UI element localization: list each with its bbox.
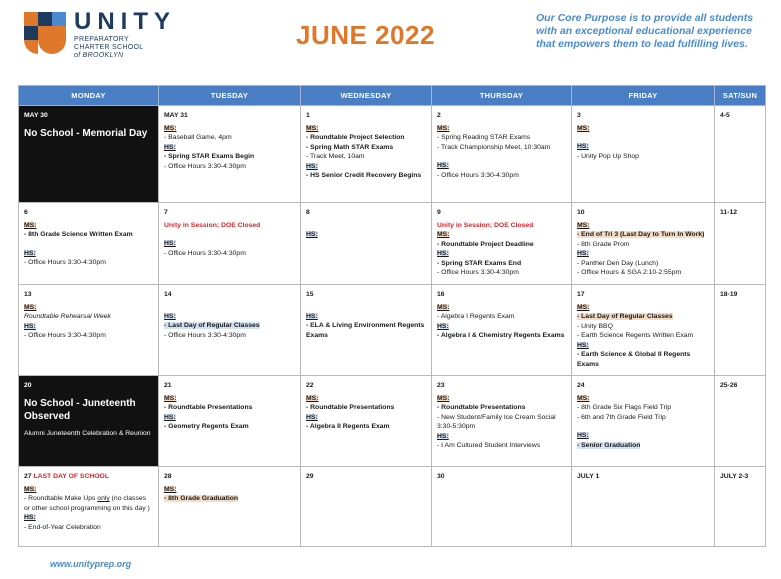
event-item: - Track Meet, 10am: [306, 153, 365, 160]
event-item: - HS Senior Credit Recovery Begins: [306, 172, 422, 179]
weekday-header-row: [19, 86, 766, 106]
brand-line-2: CHARTER SCHOOL: [74, 44, 144, 51]
last-day-note: LAST DAY OF SCHOOL: [33, 473, 109, 480]
week-row: [19, 376, 766, 467]
event-item: - Spring Reading STAR Exams: [437, 134, 531, 141]
hs-label: HS:: [577, 341, 589, 349]
event-item: - Spring Math STAR Exams: [306, 143, 394, 151]
day-number: 17: [577, 291, 585, 298]
event-item: - Unity BBQ: [577, 322, 613, 330]
day-cell: [572, 376, 715, 467]
day-cell: [572, 467, 715, 547]
event-item: - Last Day of Regular Classes: [577, 313, 673, 320]
day-cell: [301, 376, 432, 467]
ms-label: MS:: [24, 303, 37, 311]
event-item: - 6th and 7th Grade Field Trip: [577, 413, 666, 421]
hs-label: HS:: [24, 514, 36, 521]
event-item: - Earth Science & Global II Regents Exams: [577, 351, 691, 368]
day-cell: [159, 376, 301, 467]
hs-label: HS:: [306, 413, 318, 421]
ms-label: MS:: [577, 124, 590, 132]
unity-logo-icon: [24, 12, 68, 56]
event-item: Alumni Juneteenth Celebration & Reunion: [24, 429, 151, 437]
day-number: 14: [164, 291, 172, 298]
weekend-cell: [715, 467, 766, 547]
week-row: [19, 106, 766, 203]
weekend-cell: [715, 106, 766, 203]
day-cell: [572, 285, 715, 376]
week-row: [19, 285, 766, 376]
day-number: 18-19: [720, 291, 738, 298]
col-header-tuesday: TUESDAY: [159, 86, 301, 106]
day-cell: [19, 376, 159, 467]
ms-label: MS:: [437, 124, 450, 132]
day-cell: [301, 203, 432, 285]
day-cell: [301, 285, 432, 376]
event-item: - Track Championship Meet, 10:30am: [437, 143, 551, 151]
day-number: 30: [437, 473, 445, 480]
hs-label: HS:: [437, 162, 449, 169]
ms-label: MS:: [437, 303, 450, 311]
hs-label: HS:: [577, 432, 589, 439]
ms-label: MS:: [437, 394, 450, 402]
event-item: Roundtable Rehearsal Week: [24, 313, 111, 320]
event-item: - Office Hours 3:30-4:30pm: [164, 249, 246, 257]
day-number: 28: [164, 473, 172, 480]
hs-label: HS:: [164, 143, 176, 151]
day-cell: [159, 106, 301, 203]
day-number: 1: [306, 112, 310, 119]
ms-label: MS:: [577, 394, 590, 402]
day-number: 13: [24, 291, 32, 298]
event-item: - I Am Cultured Student Interviews: [437, 442, 541, 449]
hs-label: HS:: [24, 322, 36, 330]
event-item: - Panther Den Day (Lunch): [577, 259, 659, 267]
col-header-monday: MONDAY: [19, 86, 159, 106]
col-header-friday: FRIDAY: [572, 86, 715, 106]
day-cell: [19, 106, 159, 203]
ms-label: MS:: [24, 221, 37, 229]
week-row: [19, 467, 766, 547]
event-item: - Roundtable Presentations: [437, 404, 526, 411]
event-item: - Geometry Regents Exam: [164, 423, 249, 430]
ms-label: MS:: [164, 124, 177, 132]
event-item: - End-of-Year Celebration: [24, 523, 101, 531]
event-item: - Unity Pop Up Shop: [577, 152, 639, 160]
hs-label: HS:: [306, 162, 318, 170]
day-cell: [159, 467, 301, 547]
day-number: 16: [437, 291, 445, 298]
day-number: 23: [437, 382, 445, 389]
hs-label: HS:: [164, 413, 176, 421]
col-header-thursday: THURSDAY: [432, 86, 572, 106]
event-item: - 8th Grade Six Flags Field Trip: [577, 404, 672, 411]
event-item: - Office Hours 3:30-4:30pm: [24, 259, 106, 266]
hs-label: HS:: [24, 249, 36, 257]
event-item: - Last Day of Regular Classes: [164, 322, 260, 329]
day-cell: [19, 285, 159, 376]
page-header: [0, 0, 781, 84]
day-number: 20: [24, 382, 32, 389]
ms-label: MS:: [437, 231, 450, 238]
hs-label: HS:: [577, 250, 589, 257]
hs-label: HS:: [306, 312, 318, 320]
day-number: 27: [24, 473, 32, 480]
calendar-table: [18, 85, 766, 547]
ms-label: MS:: [164, 485, 177, 493]
weekend-cell: [715, 203, 766, 285]
day-number: 11-12: [720, 209, 738, 216]
day-number: 6: [24, 209, 28, 216]
day-cell: [432, 467, 572, 547]
day-number: 15: [306, 291, 314, 298]
day-number: 4-5: [720, 112, 730, 119]
event-item: - Algebra I Regents Exam: [437, 313, 515, 320]
day-cell: [301, 467, 432, 547]
event-item: - Office Hours 3:30-4:30pm: [164, 331, 246, 339]
ms-label: MS:: [306, 124, 319, 132]
event-item: - Office Hours 3:30-4:30pm: [24, 332, 106, 339]
day-number: 10: [577, 209, 585, 216]
day-cell: [19, 467, 159, 547]
day-number: JULY 2-3: [720, 473, 749, 480]
hs-label: HS:: [164, 240, 176, 247]
day-cell: [301, 106, 432, 203]
ms-label: MS:: [577, 303, 590, 311]
week-row: [19, 203, 766, 285]
event-item: - Roundtable Presentations: [306, 404, 395, 411]
event-item: - Roundtable Project Deadline: [437, 240, 534, 248]
event-item: - Baseball Game, 4pm: [164, 134, 232, 141]
event-item: - 8th Grade Graduation: [164, 495, 239, 502]
doe-closed-note: Unity in Session; DOE Closed: [437, 221, 534, 229]
event-item: - Office Hours 3:30-4:30pm: [437, 171, 519, 179]
event-item: - 8th Grade Science Written Exam: [24, 231, 133, 238]
hs-label: HS:: [437, 250, 449, 257]
day-number: 2: [437, 112, 441, 119]
hs-label: HS:: [164, 312, 176, 320]
hs-label: HS:: [306, 230, 318, 238]
day-number: JULY 1: [577, 473, 600, 480]
ms-label: MS:: [306, 394, 319, 402]
day-cell: [572, 106, 715, 203]
event-item: - Roundtable Presentations: [164, 404, 253, 411]
page-title: JUNE 2022: [296, 20, 435, 50]
day-number: 25-26: [720, 382, 738, 389]
event-item: - Earth Science Regents Written Exam: [577, 332, 694, 339]
event-item: - Office Hours 3:30-4:30pm: [164, 162, 246, 170]
day-number: 9: [437, 209, 441, 216]
event-item: - Office Hours & SGA 2:10-2:55pm: [577, 269, 682, 276]
day-cell: [19, 203, 159, 285]
day-cell: [432, 203, 572, 285]
brand-name: UNITY: [74, 8, 176, 35]
event-item: - Senior Graduation: [577, 441, 641, 449]
brand-line-3: of BROOKLYN: [74, 52, 124, 59]
day-number: 21: [164, 382, 172, 389]
event-item: - Spring STAR Exams End: [437, 259, 522, 267]
day-cell: [432, 106, 572, 203]
day-cell: [572, 203, 715, 285]
day-number: 29: [306, 473, 314, 480]
hs-label: HS:: [437, 432, 449, 440]
event-item: - Office Hours 3:30-4:30pm: [437, 269, 519, 276]
core-purpose-text: Our Core Purpose is to provide all students with an exceptional educational experience that empowers them to lead fulfilling lives.: [536, 12, 754, 50]
day-number: 22: [306, 382, 314, 389]
day-number: 3: [577, 112, 581, 119]
day-cell: [432, 285, 572, 376]
hs-label: HS:: [577, 143, 589, 150]
ms-label: MS:: [24, 485, 37, 493]
event-item: - ELA & Living Environment Regents Exams: [306, 322, 425, 339]
day-cell: [159, 203, 301, 285]
day-number: MAY 30: [24, 112, 48, 119]
event-item: - New Student/Family Ice Cream Social 3:30-5:30pm: [437, 413, 556, 430]
event-item: - 8th Grade Prom: [577, 240, 630, 248]
day-cell: [159, 285, 301, 376]
event-item: - Roundtable Project Selection: [306, 134, 405, 141]
day-number: 24: [577, 382, 585, 389]
day-number: MAY 31: [164, 112, 188, 119]
holiday-label: No School - Juneteenth Observed: [24, 397, 136, 422]
hs-label: HS:: [437, 322, 449, 330]
ms-label: MS:: [164, 394, 177, 402]
event-item: - End of Tri 3 (Last Day to Turn In Work): [577, 231, 705, 238]
event-item: - Algebra I & Chemistry Regents Exams: [437, 332, 565, 339]
day-number: 8: [306, 209, 310, 216]
day-cell: [432, 376, 572, 467]
school-name: [74, 10, 176, 60]
event-item: - Roundtable Make Ups only (no classes or other school programming on this day ): [24, 495, 150, 512]
weekend-cell: [715, 285, 766, 376]
holiday-label: No School - Memorial Day: [24, 127, 148, 139]
event-item: - Algebra II Regents Exam: [306, 423, 390, 430]
col-header-wednesday: WEDNESDAY: [301, 86, 432, 106]
day-number: 7: [164, 209, 168, 216]
website-link[interactable]: www.unityprep.org: [50, 559, 132, 569]
col-header-weekend: SAT/SUN: [715, 86, 766, 106]
weekend-cell: [715, 376, 766, 467]
ms-label: MS:: [577, 221, 590, 229]
brand-line-1: PREPARATORY: [74, 36, 129, 43]
event-item: - Spring STAR Exams Begin: [164, 153, 255, 160]
doe-closed-note: Unity in Session; DOE Closed: [164, 221, 261, 229]
